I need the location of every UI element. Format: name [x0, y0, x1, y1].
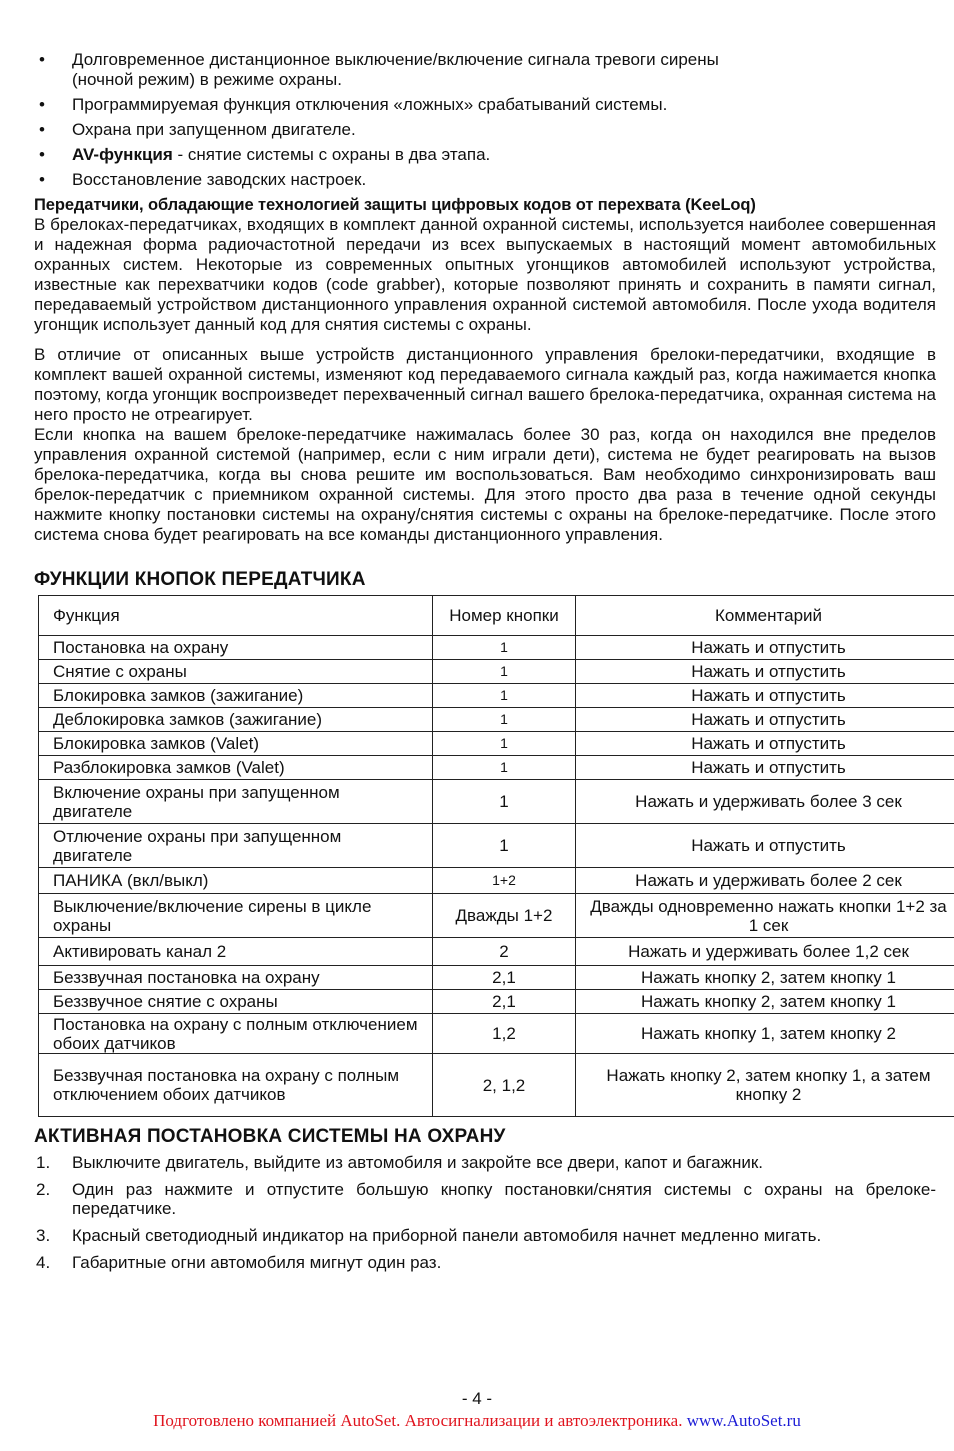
table-row — [39, 732, 954, 756]
list-item — [34, 145, 936, 165]
cell-button-number: 1+2 — [433, 868, 576, 894]
bullet-dot-icon: • — [39, 50, 45, 69]
cell-comment: Нажать и удерживать более 3 сек — [576, 780, 954, 824]
cell-button-number: 1 — [433, 732, 576, 756]
cell-function: Блокировка замков (Valet) — [39, 732, 433, 756]
cell-function: ПАНИКА (вкл/выкл) — [39, 868, 433, 894]
cell-button-number: 2,1 — [433, 990, 576, 1014]
cell-function: Постановка на охрану — [39, 636, 433, 660]
table-row — [39, 990, 954, 1014]
button-functions-table — [38, 595, 954, 1117]
step-number: 2. — [36, 1180, 51, 1199]
cell-function: Активировать канал 2 — [39, 938, 433, 966]
list-item-text: Восстановление заводских настроек. — [72, 170, 367, 189]
cell-comment: Нажать и удерживать более 1,2 сек — [576, 938, 954, 966]
cell-function: Блокировка замков (зажигание) — [39, 684, 433, 708]
active-arming-steps — [34, 1153, 936, 1272]
list-item-text-continued: (ночной режим) в режиме охраны. — [72, 70, 342, 89]
table-row — [39, 868, 954, 894]
table-row — [39, 708, 954, 732]
active-arming-heading: АКТИВНАЯ ПОСТАНОВКА СИСТЕМЫ НА ОХРАНУ — [34, 1126, 506, 1147]
cell-comment: Нажать и отпустить — [576, 824, 954, 868]
step-number: 3. — [36, 1226, 51, 1245]
table-row — [39, 756, 954, 780]
table-header-row — [39, 596, 954, 636]
column-header-function: Функция — [39, 596, 433, 636]
list-item — [34, 1253, 936, 1272]
cell-function: Включение охраны при запущенном двигателе — [39, 780, 433, 824]
bullet-dot-icon: • — [39, 145, 45, 164]
cell-function: Беззвучная постановка на охрану — [39, 966, 433, 990]
list-item-bold-term: AV-функция — [72, 145, 173, 164]
table-row — [39, 824, 954, 868]
table-row — [39, 938, 954, 966]
cell-comment: Нажать кнопку 1, затем кнопку 2 — [576, 1014, 954, 1054]
cell-function: Выключение/включение сирены в цикле охраны — [39, 894, 433, 938]
page-number: - 4 - — [461, 1389, 493, 1408]
cell-comment: Нажать кнопку 2, затем кнопку 1 — [576, 990, 954, 1014]
cell-button-number: 1,2 — [433, 1014, 576, 1054]
list-item-text: Программируемая функция отключения «ложных» срабатываний системы. — [72, 95, 668, 114]
table-row — [39, 966, 954, 990]
cell-button-number: 2, 1,2 — [433, 1054, 576, 1117]
cell-comment: Нажать и отпустить — [576, 708, 954, 732]
cell-button-number: 1 — [433, 684, 576, 708]
column-header-comment: Комментарий — [576, 596, 954, 636]
list-item-text: Долговременное дистанционное выключение/включение сигнала тревоги сирены — [72, 50, 719, 69]
cell-comment: Нажать кнопку 2, затем кнопку 1 — [576, 966, 954, 990]
table-row — [39, 684, 954, 708]
cell-comment: Дважды одновременно нажать кнопки 1+2 за 1 сек — [576, 894, 954, 938]
keeloq-paragraph-3: Если кнопка на вашем брелоке-передатчике нажималась более 30 раз, когда он находился вне пределов управления охранной системой (например, если с ним играли дети), система не будет реагировать на вызов брелока-передатчика, когда вы снова решите им воспользоваться. Вам необходимо синхронизировать ваш брелок-передатчик с приемником охранной системы. Для этого просто два раза в течение одной секунды нажмите кнопку постановки системы на охрану/снятия системы с охраны на брелоке-передатчике. После этого система снова будет реагировать на все команды дистанционного управления. — [34, 425, 936, 544]
list-item-text: - снятие системы с охраны в два этапа. — [172, 145, 491, 164]
list-item — [34, 50, 936, 90]
table-row — [39, 660, 954, 684]
cell-comment: Нажать кнопку 2, затем кнопку 1, а затем кнопку 2 — [576, 1054, 954, 1117]
step-text: Габаритные огни автомобиля мигнут один раз. — [72, 1253, 442, 1272]
cell-button-number: 2 — [433, 938, 576, 966]
list-item — [34, 170, 936, 190]
cell-comment: Нажать и отпустить — [576, 636, 954, 660]
cell-button-number: 1 — [433, 708, 576, 732]
list-item — [34, 1226, 936, 1245]
cell-function: Разблокировка замков (Valet) — [39, 756, 433, 780]
cell-function: Постановка на охрану с полным отключением обоих датчиков — [39, 1014, 433, 1054]
footer-website-link[interactable]: www.AutoSet.ru — [686, 1411, 801, 1430]
footer-text: Подготовлено компанией AutoSet. Автосигнализации и автоэлектроника. — [153, 1411, 687, 1430]
keeloq-paragraph-1: В брелоках-передатчиках, входящих в комплект данной охранной системы, используется наиболее совершенная и надежная форма радиочастотной передачи из всех выпускаемых в настоящий момент автомобильных охранных систем. Некоторые из современных опытных угонщиков автомобилей используют устройства, известные как перехватчики кодов (code grabber), которые позволяют принять и сохранить в памяти сигнал, передаваемый устройством дистанционного управления охранной системой автомобиля. После ухода водителя угонщик использует данный код для снятия системы с охраны. — [34, 215, 936, 334]
cell-function: Беззвучное снятие с охраны — [39, 990, 433, 1014]
cell-comment: Нажать и отпустить — [576, 732, 954, 756]
keeloq-paragraph-2: В отличие от описанных выше устройств дистанционного управления брелоки-передатчики, входящие в комплект вашей охранной системы, изменяют код передаваемого сигнала каждый раз, когда нажимается кнопка поэтому, когда угонщик воспроизведет перехваченный сигнал вашего брелока-передатчика, охранная система на него просто не отреагирует. — [34, 345, 936, 424]
table-row — [39, 1014, 954, 1054]
list-item — [34, 95, 936, 115]
list-item-text: Охрана при запущенном двигателе. — [72, 120, 356, 139]
cell-comment: Нажать и отпустить — [576, 684, 954, 708]
list-item — [34, 120, 936, 140]
step-text: Один раз нажмите и отпустите большую кнопку постановки/снятия системы с охраны на брелоке-передатчике. — [72, 1180, 936, 1218]
footer-credit — [0, 1411, 954, 1431]
step-text: Выключите двигатель, выйдите из автомобиля и закройте все двери, капот и багажник. — [72, 1153, 763, 1172]
cell-button-number: 1 — [433, 780, 576, 824]
column-header-button-number: Номер кнопки — [433, 596, 576, 636]
list-item — [34, 1153, 936, 1172]
keeloq-heading: Передатчики, обладающие технологией защиты цифровых кодов от перехвата (KeeLoq) — [34, 196, 756, 214]
table-row — [39, 894, 954, 938]
step-number: 4. — [36, 1253, 51, 1272]
document-page — [34, 50, 947, 1280]
bullet-dot-icon: • — [39, 120, 45, 139]
step-text: Красный светодиодный индикатор на приборной панели автомобиля начнет медленно мигать. — [72, 1226, 822, 1245]
cell-function: Отлючение охраны при запущенном двигателе — [39, 824, 433, 868]
table-row — [39, 636, 954, 660]
cell-button-number: 1 — [433, 756, 576, 780]
cell-function: Беззвучная постановка на охрану с полным отключением обоих датчиков — [39, 1054, 433, 1117]
functions-heading: ФУНКЦИИ КНОПОК ПЕРЕДАТЧИКА — [34, 569, 366, 590]
list-item — [34, 1180, 936, 1218]
feature-list — [34, 50, 936, 190]
cell-comment: Нажать и отпустить — [576, 756, 954, 780]
cell-comment: Нажать и удерживать более 2 сек — [576, 868, 954, 894]
cell-button-number: 1 — [433, 660, 576, 684]
cell-button-number: 1 — [433, 636, 576, 660]
cell-button-number: 2,1 — [433, 966, 576, 990]
cell-button-number: 1 — [433, 824, 576, 868]
bullet-dot-icon: • — [39, 95, 45, 114]
cell-function: Снятие с охраны — [39, 660, 433, 684]
table-row — [39, 1054, 954, 1117]
table-row — [39, 780, 954, 824]
step-number: 1. — [36, 1153, 51, 1172]
cell-function: Деблокировка замков (зажигание) — [39, 708, 433, 732]
bullet-dot-icon: • — [39, 170, 45, 189]
cell-button-number: Дважды 1+2 — [433, 894, 576, 938]
cell-comment: Нажать и отпустить — [576, 660, 954, 684]
